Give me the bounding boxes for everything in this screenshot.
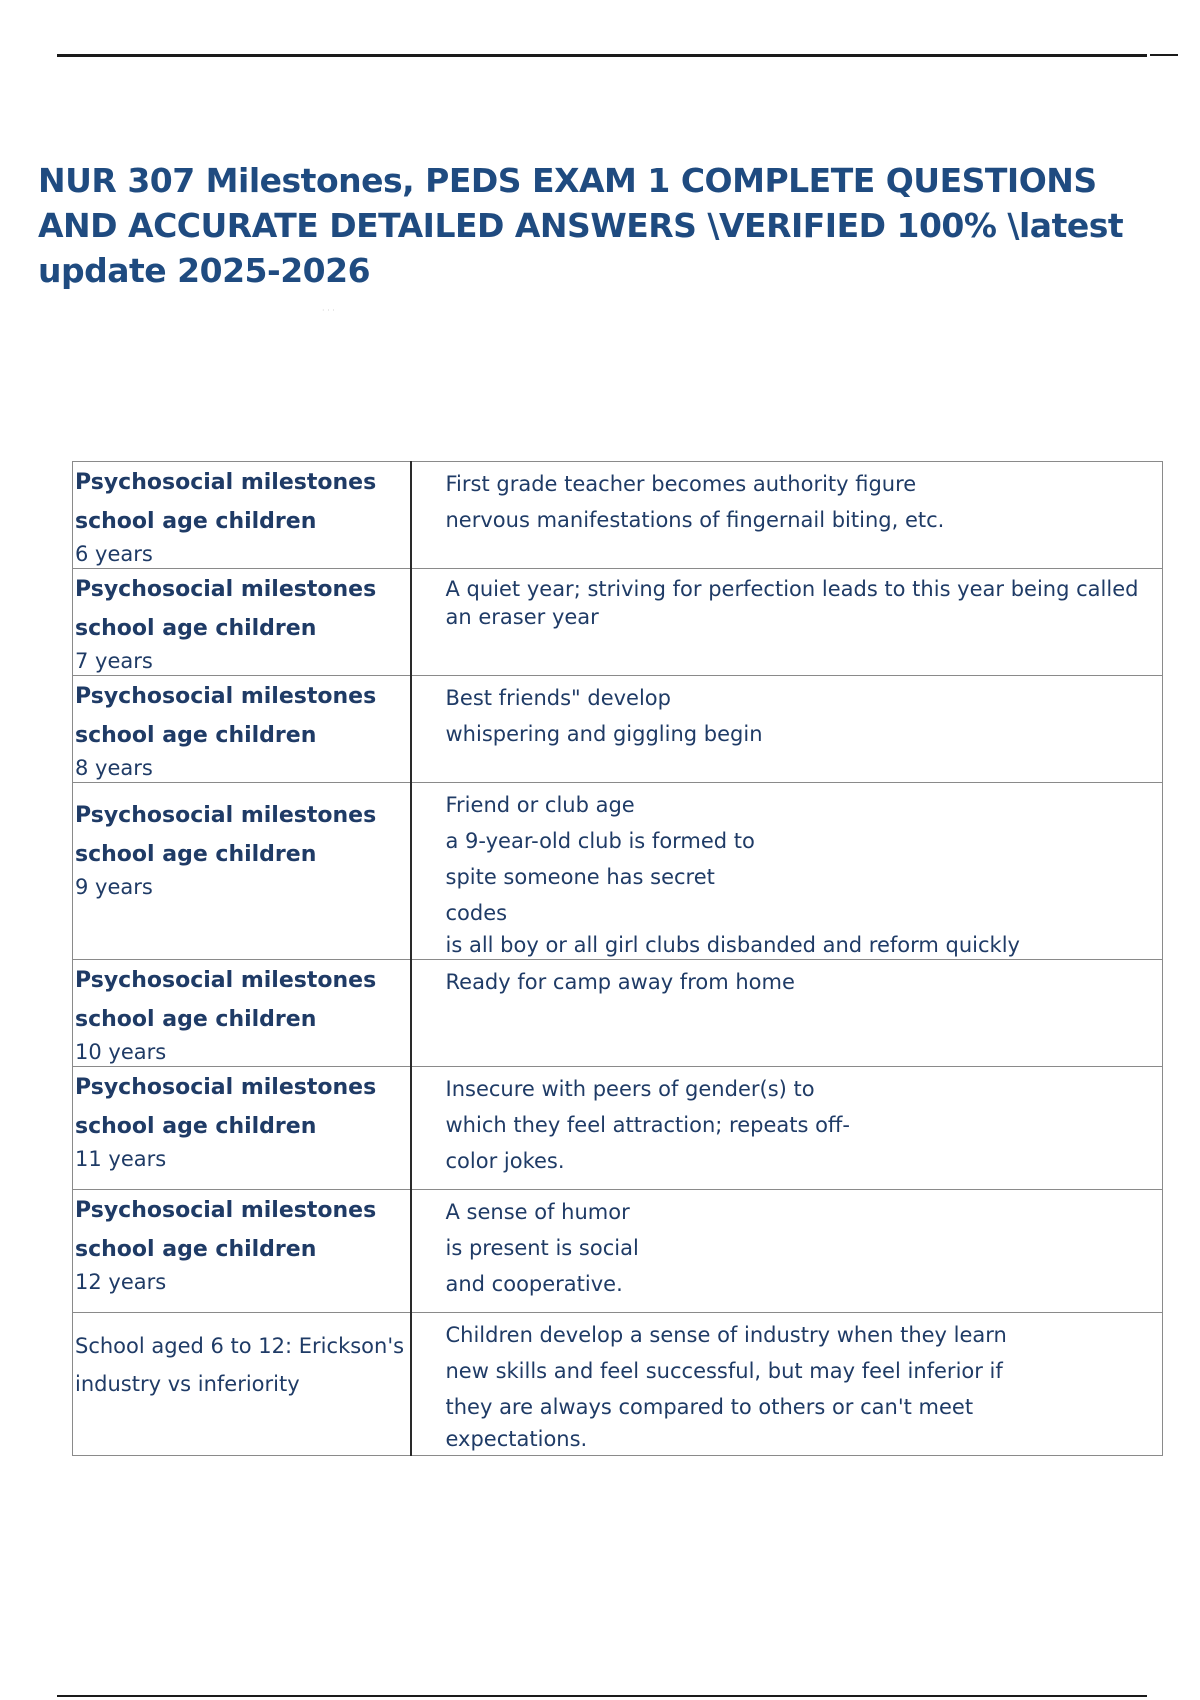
top-rule-tail [1150, 54, 1178, 56]
milestones-table [72, 461, 1163, 1456]
definition-cell [411, 1067, 1163, 1190]
term-age: 11 years [75, 1147, 167, 1171]
definition-line: A quiet year; striving for perfection leads to this year being called [445, 577, 1139, 601]
table-row [73, 676, 1163, 783]
table-row [73, 569, 1163, 676]
definition-line: whispering and giggling begin [445, 722, 763, 746]
term-subtitle: school age children [75, 1237, 317, 1262]
term-title: Psychosocial milestones [75, 968, 377, 993]
definition-line: Insecure with peers of gender(s) to [445, 1077, 815, 1101]
definition-line: Friend or club age [445, 793, 635, 817]
term-subtitle: school age children [75, 1007, 317, 1032]
definition-line: Children develop a sense of industry when they learn [445, 1323, 1007, 1347]
definition-line: is present is social [445, 1236, 639, 1260]
term-age: 6 years [75, 542, 153, 566]
term-subtitle: school age children [75, 842, 317, 867]
faint-mark: · · · [322, 306, 335, 315]
definition-cell [411, 569, 1163, 676]
bottom-rule [57, 1695, 1147, 1697]
table-row [73, 1067, 1163, 1190]
definition-line: Ready for camp away from home [445, 970, 795, 994]
definition-cell [411, 462, 1163, 569]
definition-line: they are always compared to others or can't meet [445, 1395, 974, 1419]
top-rule [57, 54, 1147, 57]
term-age: 12 years [75, 1270, 167, 1294]
term-age: 9 years [75, 875, 153, 899]
definition-line: an eraser year [445, 605, 599, 629]
definition-line: color jokes. [445, 1149, 565, 1173]
definition-cell [411, 676, 1163, 783]
definition-line: spite someone has secret [445, 865, 715, 889]
term-cell [73, 783, 411, 960]
term-cell [73, 1190, 411, 1313]
definition-cell [411, 783, 1163, 960]
term-plain-line: industry vs inferiority [75, 1372, 300, 1396]
term-age: 7 years [75, 649, 153, 673]
term-subtitle: school age children [75, 723, 317, 748]
term-title: Psychosocial milestones [75, 577, 377, 602]
term-subtitle: school age children [75, 509, 317, 534]
definition-line: First grade teacher becomes authority figure [445, 472, 917, 496]
table-row [73, 1313, 1163, 1456]
definition-line: Best friends" develop [445, 686, 671, 710]
term-cell [73, 960, 411, 1067]
definition-line: nervous manifestations of fingernail biting, etc. [445, 508, 945, 532]
table-row [73, 783, 1163, 960]
document-title: NUR 307 Milestones, PEDS EXAM 1 COMPLETE QUESTIONS AND ACCURATE DETAILED ANSWERS \VERIFIED 100% \latest update 2025-2026 [38, 161, 1124, 290]
definition-line: A sense of humor [445, 1200, 630, 1224]
term-subtitle: school age children [75, 1114, 317, 1139]
term-age: 8 years [75, 756, 153, 780]
term-cell [73, 676, 411, 783]
definition-line: expectations. [445, 1427, 588, 1451]
definition-line: which they feel attraction; repeats off- [445, 1113, 850, 1137]
definition-cell [411, 1313, 1163, 1456]
term-title: Psychosocial milestones [75, 684, 377, 709]
term-cell [73, 462, 411, 569]
term-subtitle: school age children [75, 616, 317, 641]
table-row [73, 960, 1163, 1067]
definition-line: a 9-year-old club is formed to [445, 829, 755, 853]
term-cell [73, 1067, 411, 1190]
definition-line: new skills and feel successful, but may feel inferior if [445, 1359, 1003, 1383]
term-cell [73, 569, 411, 676]
definition-line: is all boy or all girl clubs disbanded and reform quickly [445, 933, 1020, 957]
term-plain-line: School aged 6 to 12: Erickson's [75, 1334, 405, 1358]
definition-line: and cooperative. [445, 1272, 623, 1296]
definition-cell [411, 1190, 1163, 1313]
term-title: Psychosocial milestones [75, 470, 377, 495]
term-age: 10 years [75, 1040, 167, 1064]
term-title: Psychosocial milestones [75, 1198, 377, 1223]
term-title: Psychosocial milestones [75, 803, 377, 828]
term-title: Psychosocial milestones [75, 1075, 377, 1100]
term-cell [73, 1313, 411, 1456]
table-row [73, 462, 1163, 569]
definition-cell [411, 960, 1163, 1067]
table-row [73, 1190, 1163, 1313]
definition-line: codes [445, 901, 508, 925]
